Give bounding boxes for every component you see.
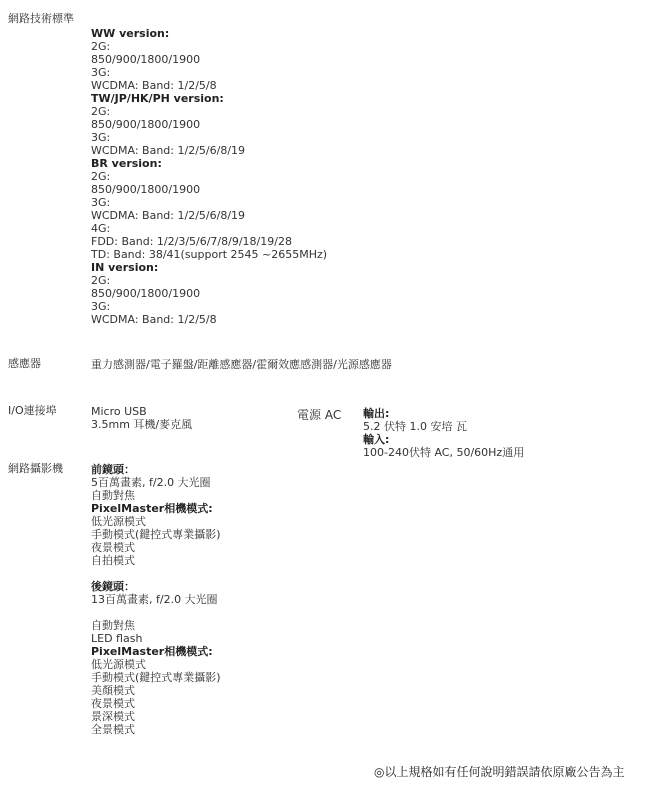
spec-subheading: PixelMaster相機模式: [91,645,213,658]
spec-line: LED flash [91,632,143,645]
spec-line: 低光源模式 [91,515,146,528]
spec-line: 自動對焦 [91,619,135,632]
spec-line: 自拍模式 [91,554,135,567]
spec-subheading: 輸入: [363,433,390,446]
power-label: 電源 AC [297,408,342,422]
spec-line: 4G: [91,222,111,235]
spec-line [91,567,341,580]
sensor-text: 重力感測器/電子羅盤/距離感應器/霍爾效應感測器/光源感應器 [91,358,392,371]
spec-line: 3G: [91,196,111,209]
spec-line: 夜景模式 [91,541,135,554]
spec-line: 13百萬畫素, f/2.0 大光圈 [91,593,218,606]
spec-subheading: BR version: [91,157,162,170]
spec-line [91,606,341,619]
spec-line: 850/900/1800/1900 [91,118,201,131]
spec-line: 2G: [91,170,111,183]
spec-line: 3G: [91,300,111,313]
network-standard-value [91,27,341,326]
spec-line: 5.2 伏特 1.0 安培 瓦 [363,420,467,433]
spec-subheading: PixelMaster相機模式: [91,502,213,515]
spec-line: 2G: [91,274,111,287]
sensor-value [91,358,511,371]
spec-line: 850/900/1800/1900 [91,53,201,66]
sensor-label: 感應器 [8,357,41,370]
power-value [363,407,563,459]
spec-line: 3G: [91,66,111,79]
spec-line: 2G: [91,105,111,118]
spec-line: 3.5mm 耳機/麥克風 [91,418,193,431]
spec-line: 夜景模式 [91,697,135,710]
spec-line: 低光源模式 [91,658,146,671]
spec-line: 3G: [91,131,111,144]
spec-subheading: 後鏡頭： [91,580,135,593]
network-standard-label: 網路技術標準 [8,12,74,25]
camera-value [91,463,341,736]
spec-line: WCDMA: Band: 1/2/5/6/8/19 [91,209,246,222]
spec-line: 全景模式 [91,723,135,736]
spec-line: WCDMA: Band: 1/2/5/8 [91,313,217,326]
spec-line: 850/900/1800/1900 [91,183,201,196]
spec-line: TD: Band: 38/41(support 2545 ~2655MHz) [91,248,328,261]
spec-line: WCDMA: Band: 1/2/5/8 [91,79,217,92]
spec-line: Micro USB [91,405,147,418]
spec-line: FDD: Band: 1/2/3/5/6/7/8/9/18/19/28 [91,235,292,248]
spec-line: 手動模式(鍵控式專業攝影) [91,528,221,541]
spec-subheading: IN version: [91,261,159,274]
spec-subheading: WW version: [91,27,170,40]
camera-label: 網路攝影機 [8,462,63,475]
spec-line: 100-240伏特 AC, 50/60Hz通用 [363,446,525,459]
spec-line: 2G: [91,40,111,53]
spec-line: 850/900/1800/1900 [91,287,201,300]
spec-line: 自動對焦 [91,489,135,502]
spec-line: 手動模式(鍵控式專業攝影) [91,671,221,684]
spec-subheading: TW/JP/HK/PH version: [91,92,224,105]
spec-line: 5百萬畫素, f/2.0 大光圈 [91,476,211,489]
spec-line: 美顏模式 [91,684,135,697]
spec-line: 景深模式 [91,710,135,723]
spec-subheading: 輸出: [363,407,390,420]
spec-line: WCDMA: Band: 1/2/5/6/8/19 [91,144,246,157]
io-port-label: I/O連接埠 [8,404,57,417]
disclaimer-note: ◎以上規格如有任何說明錯誤請依原廠公告為主 [374,765,625,779]
spec-subheading: 前鏡頭： [91,463,135,476]
